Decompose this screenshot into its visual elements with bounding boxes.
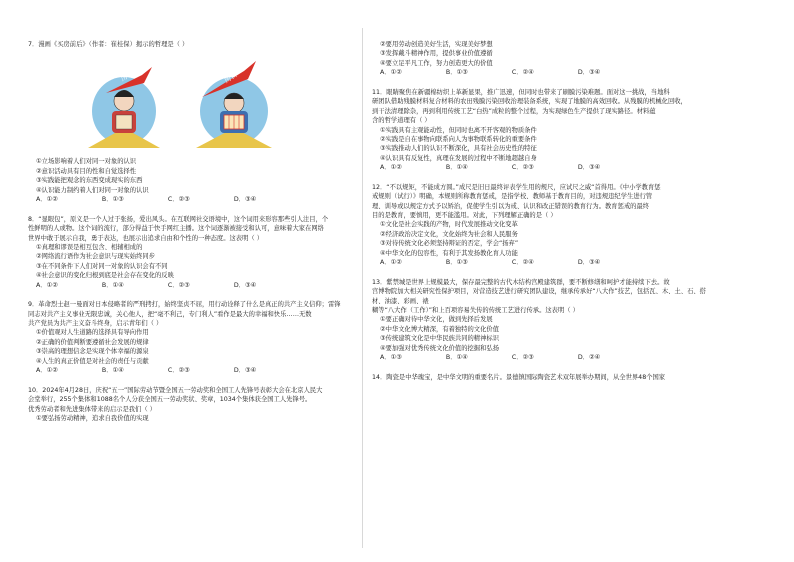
q13-option-2: ②中华文化博大精深，有着独特的文化价值	[380, 325, 499, 333]
question-12-stem-line-1: 12．“不以规矩，不能成方圆。”成尺是旧日最终评表学生用的规尺，应试尺之威“首得用。《中小学教育惩	[372, 183, 661, 191]
question-12-stem-line-4: 目的是教育，要慎用，更不能滥用。对此，下列理解正确的是（ ）	[372, 212, 557, 219]
q7-choice-c[interactable]: C．②③	[167, 196, 190, 204]
question-11-stem-line-2: 研团队借助残膜材料复合材料的农田残膜污染回收治理装备系统，实现了地膜的高效回收。从残膜的机械化回收，	[372, 98, 687, 106]
q11-option-4: ④认识具有反复性，真理在发展的过程中不断地超越自身	[380, 154, 537, 162]
q12-option-2: ②经济政治决定文化，文化始终为社会和人民服务	[380, 230, 518, 238]
question-13-stem-line-2: 宫博物院加大相关研究性保护项目，对营造技艺进行研究团队建设，继承传承好“八大作”技艺，包括瓦、木、土、石、搭材、油漆、彩画、裱	[372, 288, 706, 305]
q10-choice-b[interactable]: B．①③	[445, 69, 468, 77]
q8-option-2: ②网络流行语作为社会意识与现实始终同步	[36, 253, 155, 261]
q9-choice-a[interactable]: A．①②	[36, 367, 58, 375]
q8-option-3: ③在不同条件下人们对同一对象的认识会有不同	[36, 262, 168, 270]
figure-before-buying	[88, 67, 160, 148]
q9-option-3: ③崇高的理想信念是实现个体幸福的源泉	[36, 348, 149, 356]
q12-option-3: ③对待传统文化必须坚持辩证的否定，学会“扬弃”	[380, 240, 519, 248]
question-9-stem-line-3: 共产党员为共产主义奋斗终身，启示青年们（ ）	[28, 320, 163, 327]
q9-option-2: ②正确的价值判断要遵循社会发展的规律	[36, 338, 149, 346]
q10-choice-c[interactable]: C．②④	[511, 69, 534, 77]
question-10-stem-line-3: 优秀劳动者和先进集体带来的启示是我们（ ）	[28, 405, 156, 413]
question-8-stem-line-3: 世界中敢于展示自我，勇于表达，也展示出追求自由和个性的一种态度。这表明（ ）	[28, 234, 263, 242]
q9-option-1: ①价值观对人生道路的选择具有导向作用	[36, 329, 149, 337]
q11-option-1: ①实践具有主观能动性，但同时也离不开客观的物质条件	[380, 126, 537, 134]
q11-choice-b[interactable]: B．①④	[445, 164, 468, 172]
q13-choices	[372, 353, 707, 362]
q11-choice-c[interactable]: C．②③	[511, 164, 534, 172]
q11-choice-a[interactable]: A．①②	[380, 164, 402, 172]
question-11-stem-line-1: 11．眼睛聚焦在新疆棉纺织上革新显果，推广迅速，但同时也带来了刷膜污染难题。面对这一挑战，当地科	[372, 88, 670, 96]
q12-choice-c[interactable]: C．②④	[511, 259, 534, 267]
q7-option-2: ②意识活动具有目的性和自觉选择性	[36, 167, 137, 175]
q7-choices	[28, 195, 363, 204]
question-10-stem-line-2: 会堂举行，255个集体和1088名个人分获全国五一劳动奖状、奖章，1034个集体获全国工人先锋号。	[28, 396, 312, 404]
cartoon-illustration	[84, 53, 284, 151]
q9-choice-b[interactable]: B．①④	[101, 367, 124, 375]
q13-option-4: ④要加强对优秀传统文化价值的挖掘和弘扬	[380, 344, 499, 352]
q9-choice-d[interactable]: D．③④	[233, 367, 257, 375]
q10-choice-a[interactable]: A．①②	[380, 69, 402, 77]
q7-choice-b[interactable]: B．①③	[101, 196, 124, 204]
right-column	[372, 40, 707, 382]
question-11-stem-line-4: 含的哲学道理有（ ）	[372, 117, 431, 125]
q13-choice-b[interactable]: B．①④	[445, 354, 468, 362]
q12-choice-a[interactable]: A．①②	[380, 259, 402, 267]
question-9-stem-line-2: 同志对共产主义事业无限忠诚，关心他人，把“毫不利己，专门利人”看作是最大的幸福和快乐……无数	[28, 310, 312, 318]
q10-option-1: ①要弘扬劳动精神，追求自我价值的实现	[36, 414, 149, 422]
question-13-stem-line-3: 糊等“八大作（工作）”和上百项容易失传的传统工艺进行传承。这表明（ ）	[372, 306, 579, 314]
question-7-stem: 7．漫画《买房前后》（作者：崔桂保）揭示的哲理是（ ）	[28, 41, 189, 48]
question-10-stem-line-1: 10．2024年4月28日，庆祝“五一”国际劳动节暨全国五一劳动奖和全国工人先锋号表彰大会在北京人民大	[28, 386, 323, 394]
q10-choices	[372, 68, 707, 77]
price-label-left: 房价	[119, 69, 136, 84]
q12-option-1: ①文化是社会实践的产物，时代发展推动文化变革	[380, 221, 518, 229]
q8-choice-a[interactable]: A．①②	[36, 281, 58, 289]
question-11-stem-line-3: 到干法清理除杂，再到利用传统工艺“白热”成粒的整个过程，为实现绿色生产提供了现实路径。材料蕴	[372, 107, 656, 115]
q12-choice-d[interactable]: D．③④	[577, 259, 601, 267]
q7-option-1: ①立场影响着人们对同一对象的认识	[36, 158, 137, 166]
question-9-stem-line-1: 9．革命烈士赵一曼面对日本侵略者的严刑拷打，始终坚贞不屈，用行动诠释了什么是真正的共产主义信仰；雷锋	[28, 301, 341, 309]
q11-choice-d[interactable]: D．③④	[577, 164, 601, 172]
q12-option-4: ④中华文化的包容性，有利于其发扬教化育人功能	[380, 249, 518, 257]
question-14-stem-line-1: 14．陶瓷是中华瑰宝，是中华文明的重要名片。景德镇国际陶瓷艺术双年展举办期间，从全世界48个国家	[372, 373, 666, 381]
q8-choice-c[interactable]: C．②③	[167, 281, 190, 289]
left-column	[28, 40, 363, 423]
q7-choice-d[interactable]: D．③④	[233, 196, 257, 204]
q11-choices	[372, 163, 707, 172]
q8-option-1: ①真理和谬误是相互包含、相辅相成的	[36, 243, 143, 251]
q13-choice-d[interactable]: D．②④	[577, 354, 601, 362]
question-12-stem-line-2: 戒规则（试行）》明确，本规则所称教育惩戒，是指学校、教师基于教育目的，对违规违纪学生进行管	[372, 193, 653, 201]
q11-option-3: ③实践推动人们的认识不断深化，具有社会历史性的特征	[380, 145, 537, 153]
q7-choice-a[interactable]: A．①②	[36, 196, 58, 204]
cartoon-svg	[84, 53, 284, 151]
q13-choice-c[interactable]: C．②③	[511, 354, 534, 362]
question-8-stem-line-1: 8．“显眼包”，原义是一个人过于张扬，爱出风头。在互联网社交语境中，这个词用来形容那些引人注目，个	[28, 215, 329, 223]
q8-option-4: ④社会意识的变化归根到底是社会存在变化的反映	[36, 272, 174, 280]
q9-choices	[28, 366, 363, 375]
q7-option-3: ③实践能把观念的东西变成现实的东西	[36, 177, 143, 185]
question-12-stem-line-3: 理、训导或以规定方式予以矫治，促使学生引以为戒、认识和改正错误的教育行为。教育惩戒的最终	[372, 202, 650, 210]
price-label-right: 房价	[222, 70, 239, 86]
q10-option-2: ②要用劳动创造美好生活，实现美好梦想	[380, 41, 493, 48]
q9-option-4: ④人生的真正价值是对社会的责任与贡献	[36, 357, 149, 365]
q11-option-2: ②实践是自在事物向联系向人为事物联系转化的重要条件	[380, 135, 537, 143]
question-13-stem-line-1: 13．紫禁城是世界上规模最大，保存最完整的古代木结构宫殿建筑群，要不断修缮和呵护才能持续下去。故	[372, 278, 670, 286]
q8-choice-d[interactable]: D．③④	[233, 281, 257, 289]
q12-choice-b[interactable]: B．①③	[445, 259, 468, 267]
q13-choice-a[interactable]: A．①③	[380, 354, 402, 362]
q13-option-3: ③传统建筑文化是中华民族共同的精神标识	[380, 335, 499, 343]
question-8-stem-line-2: 性鲜明的人或物。这个词的流行，部分得益于快手网红主播。这个词逐渐被接受和认可，意味着大家在网络	[28, 225, 324, 233]
q10-option-3: ③发挥戴斗精神作用，提供事业价值遵循	[380, 50, 493, 58]
q8-choices	[28, 281, 363, 290]
q10-choice-d[interactable]: D．③④	[577, 69, 601, 77]
q7-option-4: ④认识能力制约着人们对同一对象的认识	[36, 186, 149, 194]
figure-after-buying	[196, 61, 272, 148]
q10-option-4: ④要立足平凡工作，努力创造更大的价值	[380, 59, 493, 67]
q8-choice-b[interactable]: B．①④	[101, 281, 124, 289]
q12-choices	[372, 258, 707, 267]
q9-choice-c[interactable]: C．②③	[167, 367, 190, 375]
q13-option-1: ①要正确对待中华文化，做到先择后发展	[380, 316, 493, 324]
